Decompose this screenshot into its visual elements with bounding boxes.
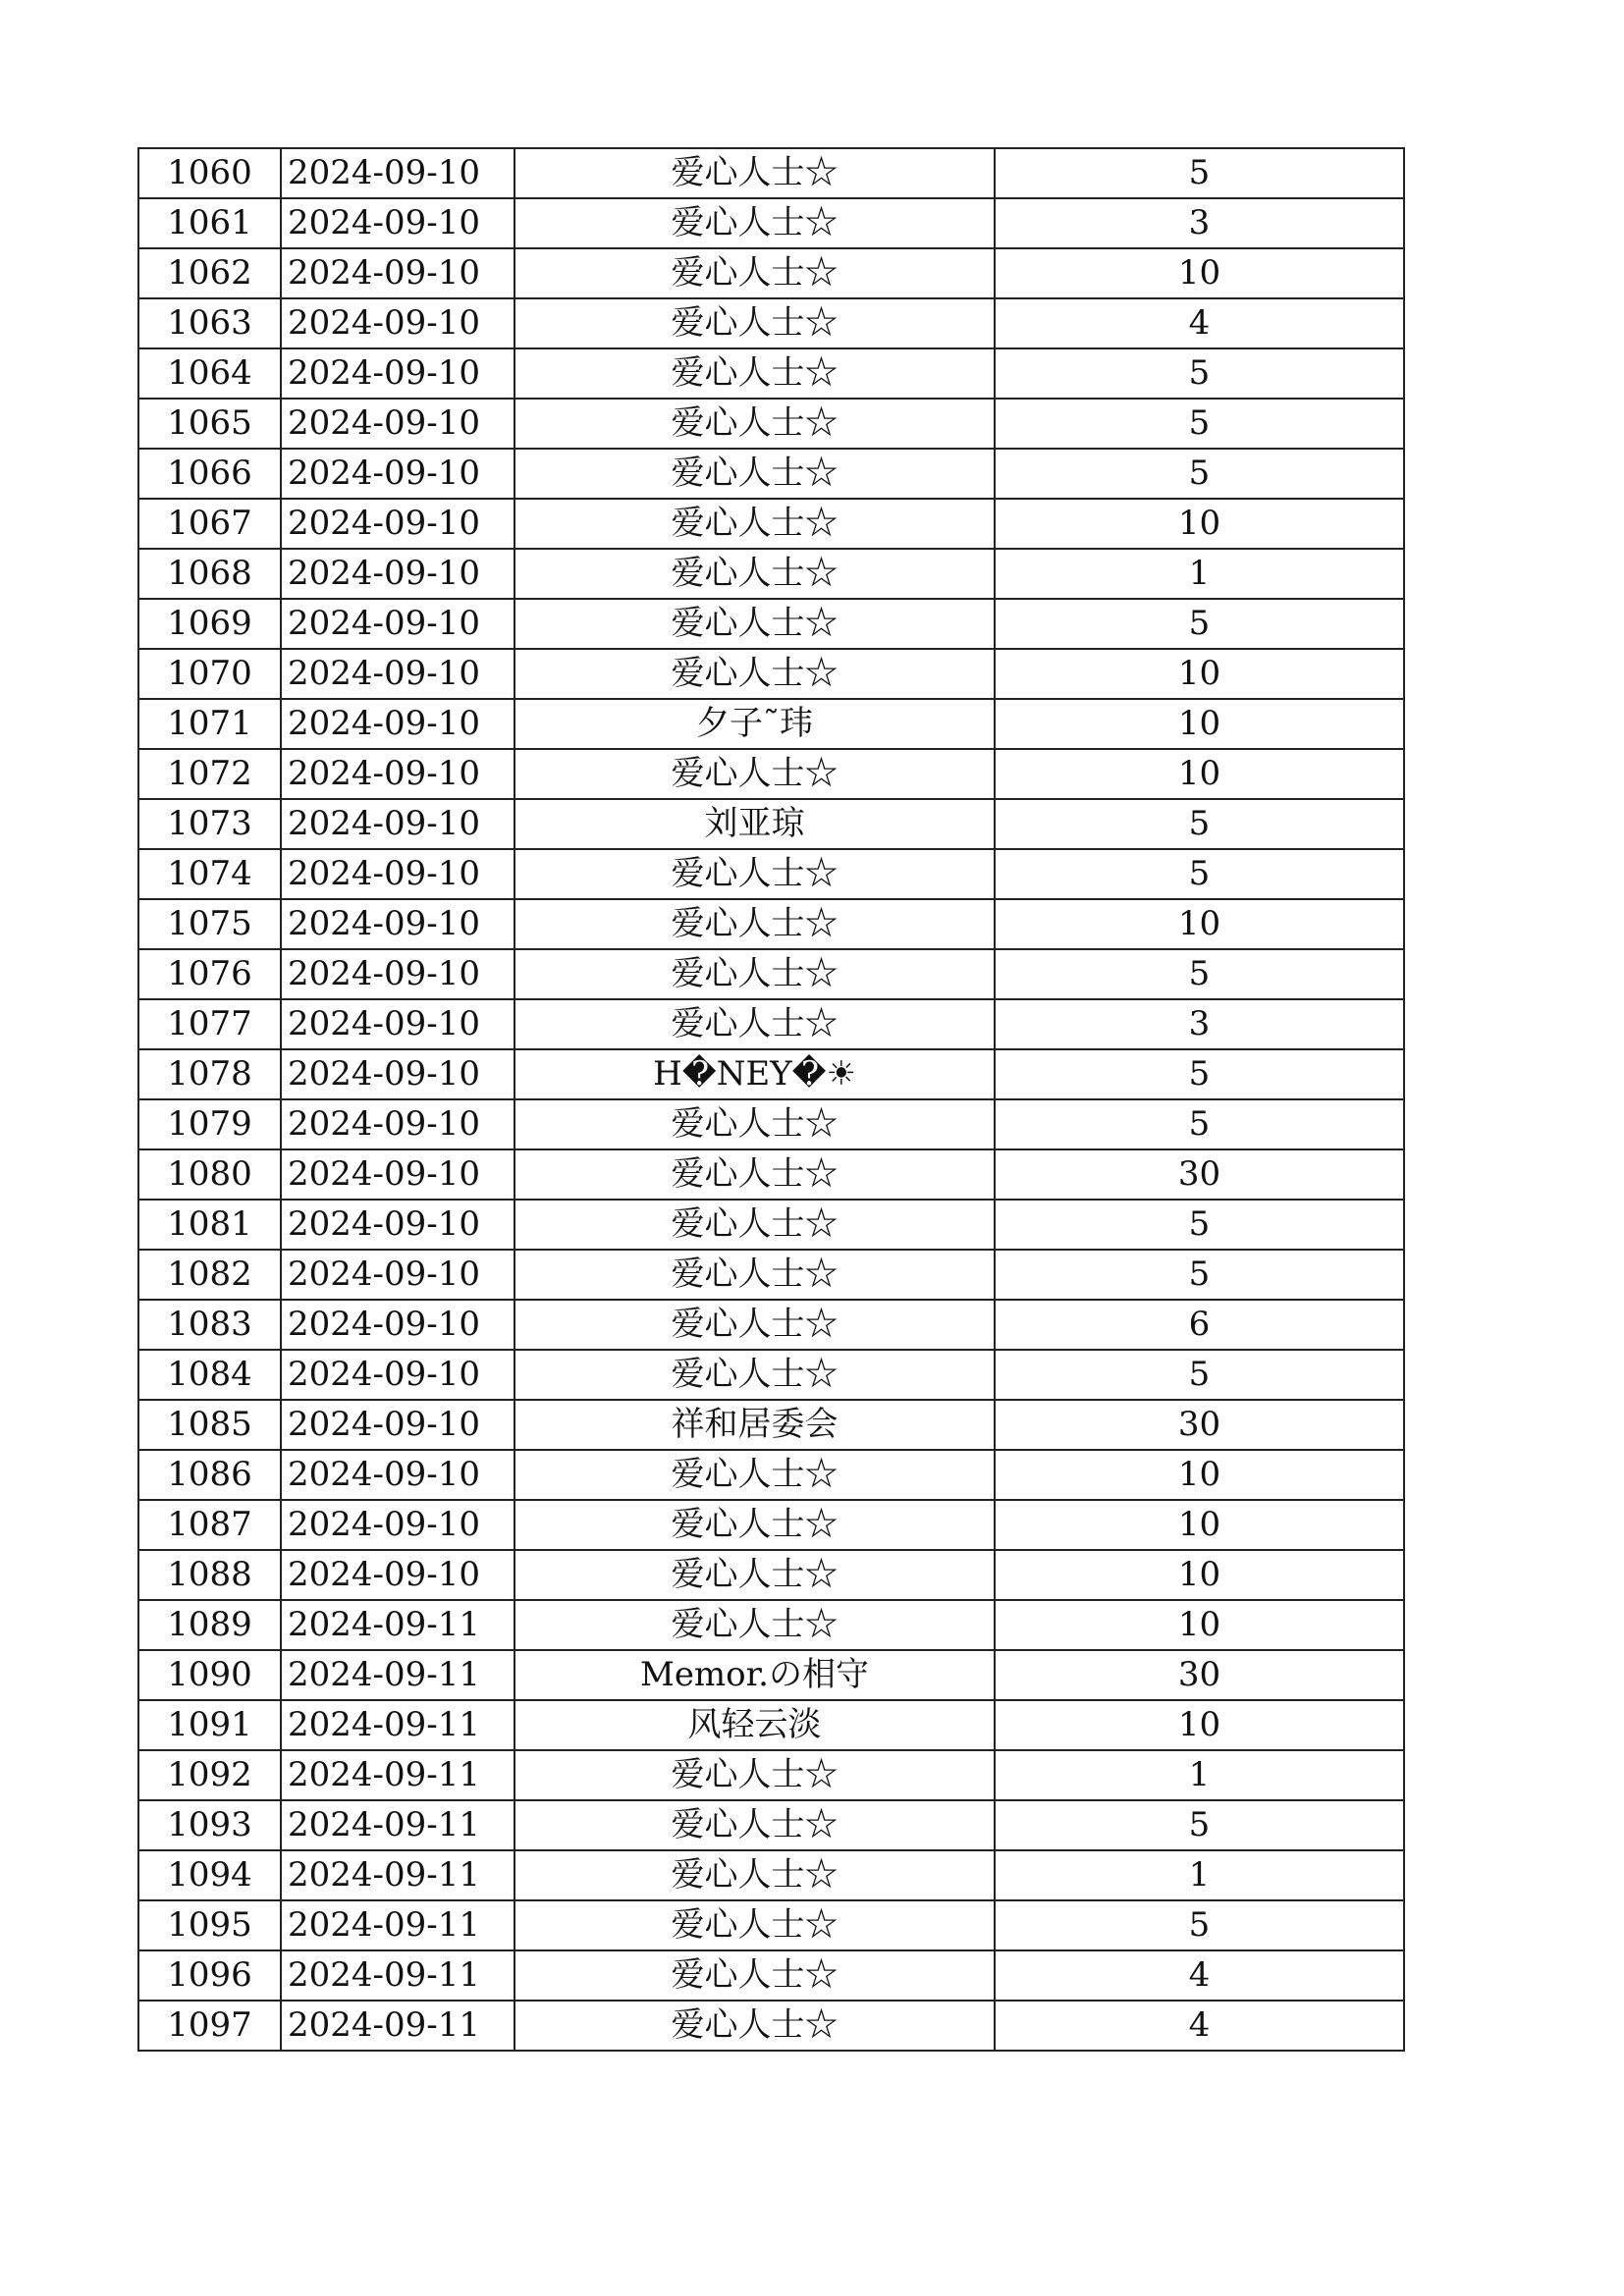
donor-name-cell: 爱心人士☆ [514, 1850, 995, 1900]
donor-name-cell: 爱心人士☆ [514, 1600, 995, 1650]
table-row [138, 1350, 1404, 1400]
donor-name-cell: 爱心人士☆ [514, 399, 995, 449]
date-cell: 2024-09-10 [281, 1400, 514, 1450]
date-cell: 2024-09-11 [281, 1700, 514, 1750]
donor-name-cell: 爱心人士☆ [514, 1200, 995, 1250]
table-row [138, 348, 1404, 399]
date-cell: 2024-09-10 [281, 799, 514, 849]
donor-name-cell: 刘亚琼 [514, 799, 995, 849]
amount-cell: 1 [995, 549, 1404, 599]
row-number-cell: 1071 [138, 699, 281, 749]
donor-name-cell: 爱心人士☆ [514, 248, 995, 298]
table-row [138, 1049, 1404, 1099]
row-number-cell: 1086 [138, 1450, 281, 1500]
table-row [138, 2001, 1404, 2051]
amount-cell: 10 [995, 699, 1404, 749]
donor-name-cell: 爱心人士☆ [514, 1450, 995, 1500]
date-cell: 2024-09-11 [281, 1900, 514, 1950]
amount-cell: 10 [995, 1500, 1404, 1550]
amount-cell: 5 [995, 449, 1404, 499]
table-row [138, 1750, 1404, 1800]
date-cell: 2024-09-10 [281, 148, 514, 198]
date-cell: 2024-09-10 [281, 198, 514, 248]
amount-cell: 5 [995, 148, 1404, 198]
date-cell: 2024-09-11 [281, 1650, 514, 1700]
row-number-cell: 1085 [138, 1400, 281, 1450]
date-cell: 2024-09-10 [281, 949, 514, 999]
date-cell: 2024-09-11 [281, 1950, 514, 2001]
amount-cell: 5 [995, 599, 1404, 649]
date-cell: 2024-09-10 [281, 849, 514, 899]
amount-cell: 10 [995, 749, 1404, 799]
row-number-cell: 1066 [138, 449, 281, 499]
row-number-cell: 1092 [138, 1750, 281, 1800]
date-cell: 2024-09-10 [281, 449, 514, 499]
amount-cell: 4 [995, 298, 1404, 348]
row-number-cell: 1093 [138, 1800, 281, 1850]
donor-name-cell: 爱心人士☆ [514, 649, 995, 699]
table-row [138, 599, 1404, 649]
table-row [138, 699, 1404, 749]
amount-cell: 10 [995, 1550, 1404, 1600]
table-row [138, 1149, 1404, 1200]
amount-cell: 6 [995, 1300, 1404, 1350]
donor-name-cell: 爱心人士☆ [514, 449, 995, 499]
row-number-cell: 1069 [138, 599, 281, 649]
date-cell: 2024-09-11 [281, 2001, 514, 2051]
row-number-cell: 1062 [138, 248, 281, 298]
date-cell: 2024-09-10 [281, 1300, 514, 1350]
row-number-cell: 1060 [138, 148, 281, 198]
row-number-cell: 1080 [138, 1149, 281, 1200]
date-cell: 2024-09-10 [281, 749, 514, 799]
table-row [138, 949, 1404, 999]
amount-cell: 30 [995, 1650, 1404, 1700]
donor-name-cell: 爱心人士☆ [514, 1900, 995, 1950]
table-row [138, 999, 1404, 1049]
row-number-cell: 1068 [138, 549, 281, 599]
table-row [138, 749, 1404, 799]
row-number-cell: 1096 [138, 1950, 281, 2001]
amount-cell: 3 [995, 999, 1404, 1049]
donor-name-cell: 夕子˜玮 [514, 699, 995, 749]
table-row [138, 1950, 1404, 2001]
date-cell: 2024-09-10 [281, 599, 514, 649]
amount-cell: 5 [995, 399, 1404, 449]
donor-name-cell: 爱心人士☆ [514, 348, 995, 399]
donor-name-cell: 爱心人士☆ [514, 899, 995, 949]
donor-name-cell: 爱心人士☆ [514, 1300, 995, 1350]
date-cell: 2024-09-10 [281, 1149, 514, 1200]
row-number-cell: 1083 [138, 1300, 281, 1350]
date-cell: 2024-09-10 [281, 348, 514, 399]
table-row [138, 449, 1404, 499]
donor-name-cell: 爱心人士☆ [514, 198, 995, 248]
amount-cell: 30 [995, 1149, 1404, 1200]
table-row [138, 1300, 1404, 1350]
donor-name-cell: 风轻云淡 [514, 1700, 995, 1750]
amount-cell: 5 [995, 799, 1404, 849]
donor-name-cell: 爱心人士☆ [514, 298, 995, 348]
donor-name-cell: 爱心人士☆ [514, 1149, 995, 1200]
row-number-cell: 1082 [138, 1250, 281, 1300]
amount-cell: 30 [995, 1400, 1404, 1450]
date-cell: 2024-09-10 [281, 248, 514, 298]
date-cell: 2024-09-11 [281, 1850, 514, 1900]
table-row [138, 849, 1404, 899]
date-cell: 2024-09-10 [281, 1049, 514, 1099]
amount-cell: 10 [995, 1450, 1404, 1500]
donor-name-cell: 爱心人士☆ [514, 849, 995, 899]
amount-cell: 5 [995, 1250, 1404, 1300]
table-row [138, 1200, 1404, 1250]
date-cell: 2024-09-10 [281, 549, 514, 599]
table-row [138, 1450, 1404, 1500]
row-number-cell: 1065 [138, 399, 281, 449]
table-row [138, 399, 1404, 449]
row-number-cell: 1094 [138, 1850, 281, 1900]
date-cell: 2024-09-10 [281, 899, 514, 949]
date-cell: 2024-09-10 [281, 1099, 514, 1149]
date-cell: 2024-09-11 [281, 1800, 514, 1850]
row-number-cell: 1081 [138, 1200, 281, 1250]
date-cell: 2024-09-10 [281, 1350, 514, 1400]
row-number-cell: 1076 [138, 949, 281, 999]
row-number-cell: 1077 [138, 999, 281, 1049]
amount-cell: 5 [995, 1800, 1404, 1850]
date-cell: 2024-09-10 [281, 1500, 514, 1550]
row-number-cell: 1075 [138, 899, 281, 949]
table-row [138, 248, 1404, 298]
donation-table [137, 147, 1405, 2052]
amount-cell: 5 [995, 849, 1404, 899]
amount-cell: 10 [995, 1700, 1404, 1750]
date-cell: 2024-09-10 [281, 1450, 514, 1500]
donor-name-cell: 爱心人士☆ [514, 749, 995, 799]
amount-cell: 1 [995, 1850, 1404, 1900]
row-number-cell: 1090 [138, 1650, 281, 1700]
date-cell: 2024-09-10 [281, 1250, 514, 1300]
row-number-cell: 1074 [138, 849, 281, 899]
table-row [138, 1850, 1404, 1900]
table-row [138, 1099, 1404, 1149]
row-number-cell: 1063 [138, 298, 281, 348]
row-number-cell: 1072 [138, 749, 281, 799]
amount-cell: 4 [995, 2001, 1404, 2051]
donor-name-cell: 爱心人士☆ [514, 1350, 995, 1400]
table-row [138, 1400, 1404, 1450]
date-cell: 2024-09-10 [281, 999, 514, 1049]
table-row [138, 1550, 1404, 1600]
donor-name-cell: 爱心人士☆ [514, 1950, 995, 2001]
date-cell: 2024-09-10 [281, 298, 514, 348]
amount-cell: 5 [995, 1099, 1404, 1149]
date-cell: 2024-09-11 [281, 1750, 514, 1800]
amount-cell: 10 [995, 1600, 1404, 1650]
amount-cell: 5 [995, 949, 1404, 999]
amount-cell: 1 [995, 1750, 1404, 1800]
table-row [138, 198, 1404, 248]
table-row [138, 1500, 1404, 1550]
amount-cell: 4 [995, 1950, 1404, 2001]
date-cell: 2024-09-10 [281, 649, 514, 699]
amount-cell: 3 [995, 198, 1404, 248]
donor-name-cell: H�NEY�☀ [514, 1049, 995, 1099]
donor-name-cell: 爱心人士☆ [514, 1750, 995, 1800]
donor-name-cell: 爱心人士☆ [514, 1550, 995, 1600]
row-number-cell: 1061 [138, 198, 281, 248]
table-row [138, 649, 1404, 699]
table-row [138, 1600, 1404, 1650]
table-row [138, 899, 1404, 949]
donation-table-body [138, 148, 1404, 2051]
table-row [138, 298, 1404, 348]
amount-cell: 5 [995, 348, 1404, 399]
donor-name-cell: 爱心人士☆ [514, 599, 995, 649]
amount-cell: 10 [995, 248, 1404, 298]
row-number-cell: 1095 [138, 1900, 281, 1950]
row-number-cell: 1079 [138, 1099, 281, 1149]
amount-cell: 10 [995, 899, 1404, 949]
donor-name-cell: 爱心人士☆ [514, 1500, 995, 1550]
row-number-cell: 1084 [138, 1350, 281, 1400]
table-row [138, 799, 1404, 849]
date-cell: 2024-09-10 [281, 699, 514, 749]
row-number-cell: 1097 [138, 2001, 281, 2051]
row-number-cell: 1070 [138, 649, 281, 699]
row-number-cell: 1067 [138, 499, 281, 549]
table-row [138, 549, 1404, 599]
row-number-cell: 1088 [138, 1550, 281, 1600]
date-cell: 2024-09-10 [281, 499, 514, 549]
row-number-cell: 1089 [138, 1600, 281, 1650]
donor-name-cell: 祥和居委会 [514, 1400, 995, 1450]
date-cell: 2024-09-10 [281, 1200, 514, 1250]
donor-name-cell: 爱心人士☆ [514, 1800, 995, 1850]
row-number-cell: 1078 [138, 1049, 281, 1099]
amount-cell: 10 [995, 499, 1404, 549]
table-row [138, 1250, 1404, 1300]
donor-name-cell: 爱心人士☆ [514, 1099, 995, 1149]
table-row [138, 1650, 1404, 1700]
table-row [138, 1800, 1404, 1850]
date-cell: 2024-09-10 [281, 1550, 514, 1600]
donor-name-cell: 爱心人士☆ [514, 1250, 995, 1300]
donor-name-cell: 爱心人士☆ [514, 499, 995, 549]
donor-name-cell: 爱心人士☆ [514, 999, 995, 1049]
amount-cell: 10 [995, 649, 1404, 699]
table-row [138, 499, 1404, 549]
row-number-cell: 1091 [138, 1700, 281, 1750]
row-number-cell: 1064 [138, 348, 281, 399]
table-row [138, 1900, 1404, 1950]
date-cell: 2024-09-11 [281, 1600, 514, 1650]
amount-cell: 5 [995, 1350, 1404, 1400]
table-row [138, 148, 1404, 198]
donor-name-cell: 爱心人士☆ [514, 2001, 995, 2051]
amount-cell: 5 [995, 1049, 1404, 1099]
donor-name-cell: 爱心人士☆ [514, 949, 995, 999]
date-cell: 2024-09-10 [281, 399, 514, 449]
row-number-cell: 1087 [138, 1500, 281, 1550]
amount-cell: 5 [995, 1900, 1404, 1950]
row-number-cell: 1073 [138, 799, 281, 849]
amount-cell: 5 [995, 1200, 1404, 1250]
table-row [138, 1700, 1404, 1750]
donor-name-cell: 爱心人士☆ [514, 148, 995, 198]
donor-name-cell: Memor.の相守 [514, 1650, 995, 1700]
donor-name-cell: 爱心人士☆ [514, 549, 995, 599]
